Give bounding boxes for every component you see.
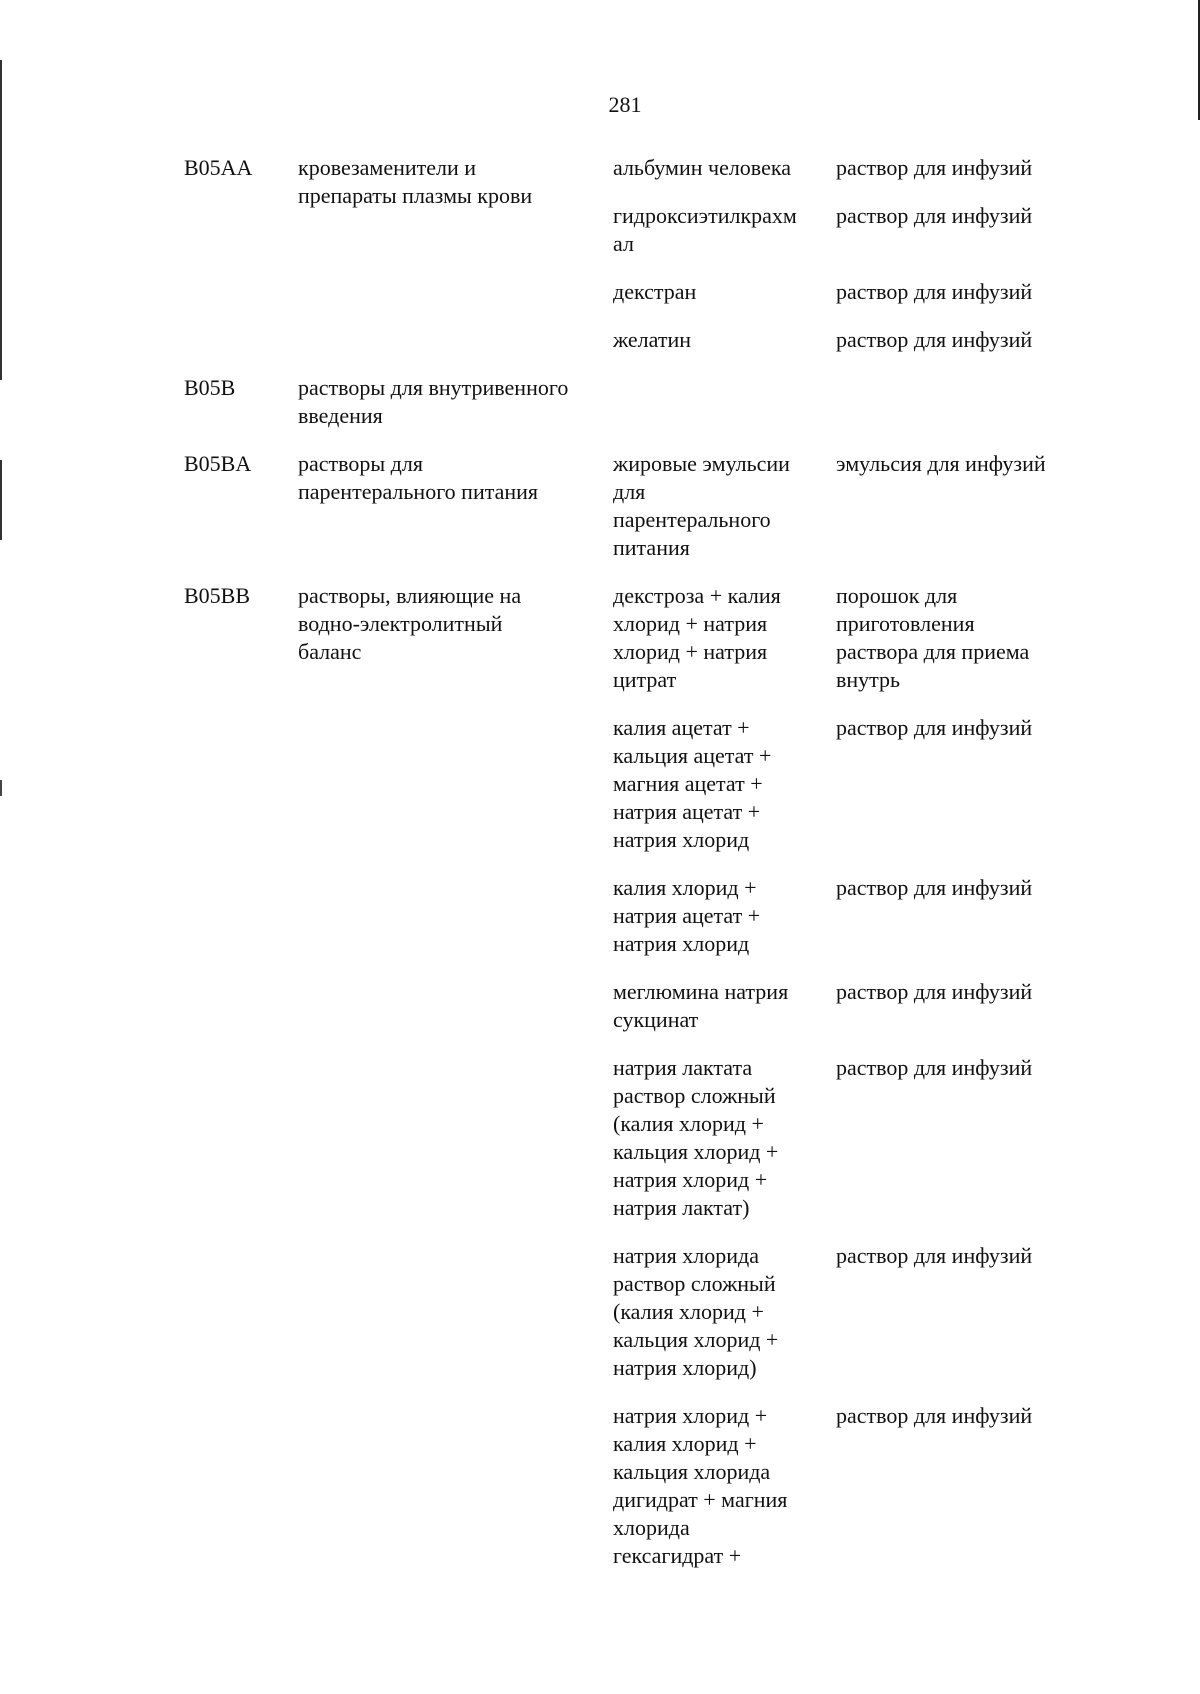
substance-name: натрия лактата раствор сложный (калия хлорид + кальция хлорид + натрия хлорид + натрия лактат): [613, 1055, 779, 1220]
dosage-form: эмульсия для инфузий: [836, 451, 1046, 476]
substance-list: [613, 582, 1084, 1590]
dosage-form: раствор для инфузий: [836, 203, 1033, 228]
substance-name: декстран: [613, 279, 697, 304]
dosage-form: раствор для инфузий: [836, 1403, 1033, 1428]
list-item: [613, 714, 1084, 854]
list-item: [613, 154, 1084, 182]
list-item: [613, 1054, 1084, 1222]
scan-edge-left: [0, 60, 2, 1660]
drug-table: [184, 154, 1084, 1590]
dosage-form: раствор для инфузий: [836, 279, 1033, 304]
dosage-form: раствор для инфузий: [836, 1243, 1033, 1268]
list-item: [613, 202, 1084, 258]
substance-list: [613, 154, 1084, 374]
table-row: [184, 450, 1084, 582]
dosage-form: раствор для инфузий: [836, 875, 1033, 900]
list-item: [613, 978, 1084, 1034]
atc-code: B05AA: [184, 155, 253, 180]
substance-name: альбумин человека: [613, 155, 791, 180]
substance-name: натрия хлорид + калия хлорид + кальция хлорида дигидрат + магния хлорида гексагидрат +: [613, 1403, 788, 1568]
substance-name: желатин: [613, 327, 692, 352]
substance-name: натрия хлорида раствор сложный (калия хлорид + кальция хлорид + натрия хлорид): [613, 1243, 779, 1380]
dosage-form: раствор для инфузий: [836, 327, 1033, 352]
list-item: [613, 874, 1084, 958]
group-name: растворы для парентерального питания: [298, 451, 539, 504]
table-row: [184, 374, 1084, 430]
list-item: [613, 450, 1084, 562]
substance-name: декстроза + калия хлорид + натрия хлорид + натрия цитрат: [613, 583, 781, 692]
substance-list: [613, 450, 1084, 582]
page-number: 281: [608, 92, 642, 117]
list-item: [613, 326, 1084, 354]
group-name: кровезаменители и препараты плазмы крови: [298, 155, 533, 208]
dosage-form: раствор для инфузий: [836, 715, 1033, 740]
table-row: [184, 582, 1084, 1590]
table-row: [184, 154, 1084, 374]
group-name: растворы для внутривенного введения: [298, 375, 569, 428]
dosage-form: порошок для приготовления раствора для приема внутрь: [836, 583, 1030, 692]
substance-name: жировые эмульсии для парентерального питания: [613, 451, 790, 560]
list-item: [613, 582, 1084, 694]
substance-name: калия хлорид + натрия ацетат + натрия хлорид: [613, 875, 761, 956]
list-item: [613, 1402, 1084, 1570]
substance-name: калия ацетат + кальция ацетат + магния ацетат + натрия ацетат + натрия хлорид: [613, 715, 772, 852]
substance-name: гидроксиэтилкрахм ал: [613, 203, 797, 256]
atc-code: B05BA: [184, 451, 252, 476]
group-name: растворы, влияющие на водно-электролитный баланс: [298, 583, 522, 664]
atc-code: B05B: [184, 375, 236, 400]
atc-code: B05BB: [184, 583, 251, 608]
dosage-form: раствор для инфузий: [836, 1055, 1033, 1080]
list-item: [613, 278, 1084, 306]
dosage-form: раствор для инфузий: [836, 155, 1033, 180]
dosage-form: раствор для инфузий: [836, 979, 1033, 1004]
list-item: [613, 1242, 1084, 1382]
substance-name: меглюмина натрия сукцинат: [613, 979, 789, 1032]
